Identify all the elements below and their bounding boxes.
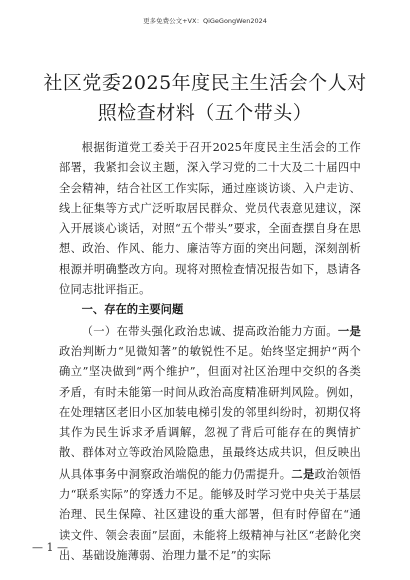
document-body [59, 138, 361, 566]
intro-paragraph: 根据街道党工委关于召开2025年度民主生活会的工作部署，我紧扣会议主题，深入学习党的二十大及二十届四中全会精神，结合社区工作实际，通过座谈访谈、入户走访、线上征集等方式广泛听取居民群众、党员代表意见建议，深入开展谈心谈话，对照“五个带头”要求，全面查摆自身在思想、政治、作风、能力、廉洁等方面的突出问题，深刻剖析根源并明确整改方向。现将对照检查情况报告如下，恳请各位同志批评指正。 [59, 141, 361, 297]
page-number: — 1 — [32, 541, 68, 554]
document-title: 社区党委2025年度民主生活会个人对照检查材料（五个带头） [43, 72, 367, 124]
body-paragraph [59, 321, 361, 567]
subsection-lead: （一）在带头强化政治忠诚、提高政治能力方面。 [81, 324, 338, 338]
point-text: 政治领悟力“联系实际”的穿透力不足。能够及时学习党中央关于基层治理、民生保障、社区建设的重大部署，但有时停留在“通读文件、领会表面”层面，未能将上级精神与社区“老龄化突出、基础设施薄弱、治理力量不足”的实际 [59, 467, 361, 562]
header-note: 更多免费公文+VX：QiGeGongWen2024 [143, 17, 267, 25]
point-label: 二是 [291, 466, 315, 481]
section-heading: 一、存在的主要问题 [81, 303, 184, 317]
point-label: 一是 [337, 323, 361, 338]
point-text: 政治判断力“见微知著”的敏锐性不足。始终坚定拥护“两个确立”坚决做到“两个维护”，但面对社区治理中交织的各类矛盾，有时未能第一时间从政治高度精准研判风险。例如，在处理辖区老旧小区加装电梯引发的邻里纠纷时，初期仅将其作为民生诉求矛盾调解，忽视了背后可能存在的舆情扩散、群体对立等政治风险隐患，虽最终达成共识，但反映出从具体事务中洞察政治端倪的能力仍需提升。 [59, 344, 361, 481]
